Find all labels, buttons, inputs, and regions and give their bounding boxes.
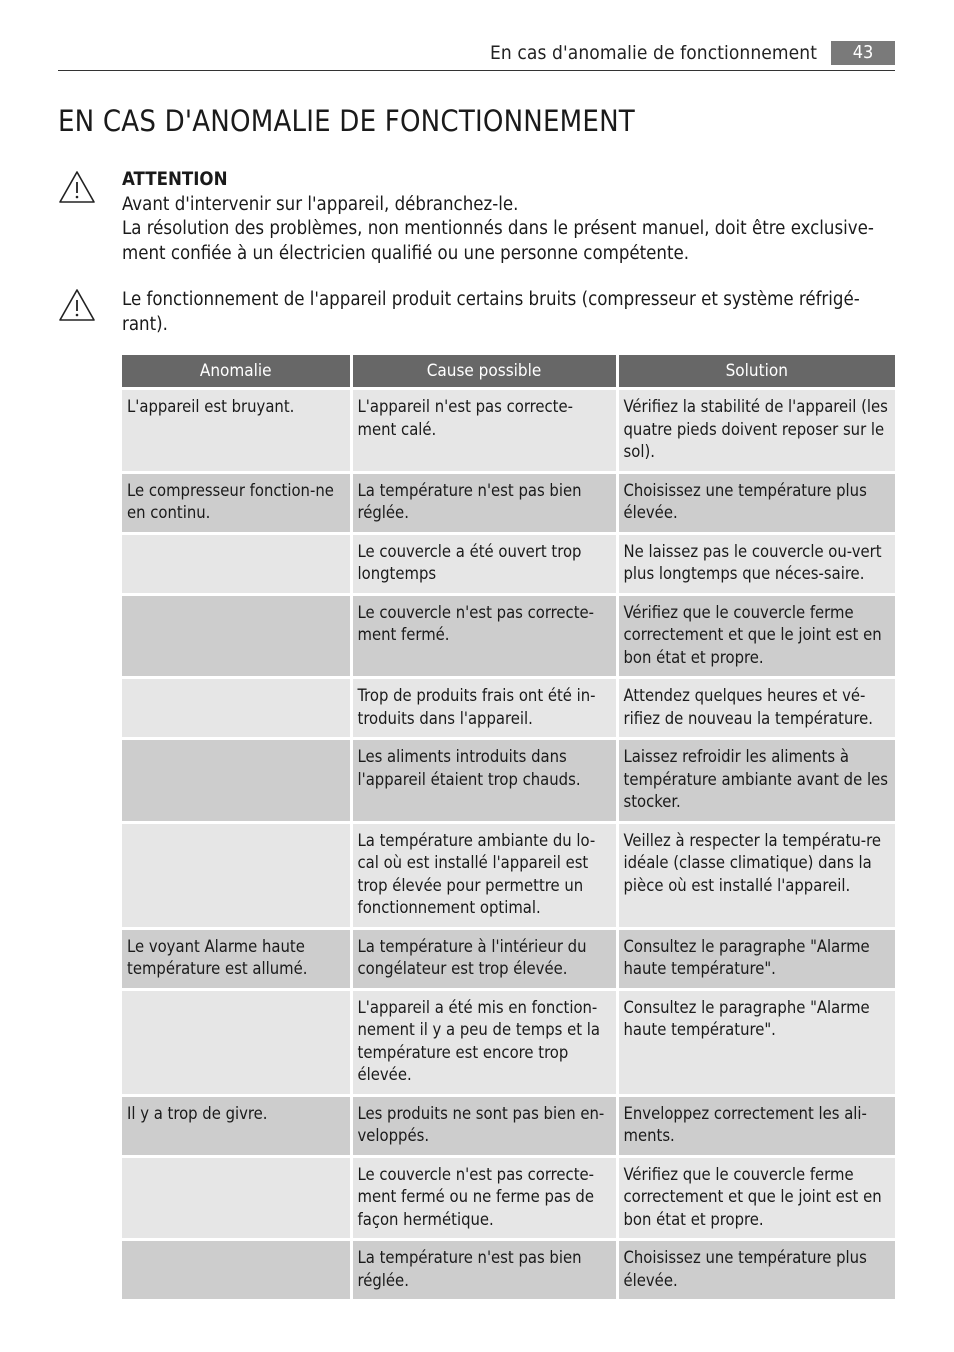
table-row bbox=[122, 989, 895, 1095]
warning-line-2: La résolution des problèmes, non mentionnés dans le présent manuel, doit être exclusive-ment confiée à un électricien qualifié ou une personne compétente. bbox=[122, 218, 874, 264]
solution-cell: Ne laissez pas le couvercle ou-vert plus longtemps que néces-saire. bbox=[617, 533, 895, 594]
table-row bbox=[122, 1240, 895, 1300]
cause-cell: L'appareil a été mis en fonction-nement il y a peu de temps et la température est encore trop élevée. bbox=[351, 989, 617, 1095]
anomaly-cell: L'appareil est bruyant. bbox=[122, 389, 351, 473]
table-header-row bbox=[122, 355, 895, 389]
warning-noise-text: Le fonctionnement de l'appareil produit certains bruits (compresseur et système réfrigé-rant). bbox=[122, 289, 860, 335]
solution-cell: Consultez le paragraphe "Alarme haute température". bbox=[617, 928, 895, 989]
table-row bbox=[122, 594, 895, 678]
table-row bbox=[122, 1095, 895, 1156]
cause-cell: Le couvercle n'est pas correcte-ment fermé ou ne ferme pas de façon hermétique. bbox=[351, 1156, 617, 1240]
cause-cell: La température ambiante du lo-cal où est installé l'appareil est trop élevée pour permettre un fonctionnement optimal. bbox=[351, 822, 617, 928]
anomaly-cell bbox=[122, 533, 351, 594]
column-header-anomaly: Anomalie bbox=[122, 355, 351, 389]
page-header bbox=[58, 40, 895, 71]
table-row bbox=[122, 678, 895, 739]
column-header-solution: Solution bbox=[617, 355, 895, 389]
solution-cell: Enveloppez correctement les ali-ments. bbox=[617, 1095, 895, 1156]
cause-cell: Les aliments introduits dans l'appareil étaient trop chauds. bbox=[351, 739, 617, 823]
anomaly-cell: Le voyant Alarme haute température est allumé. bbox=[122, 928, 351, 989]
cause-cell: Les produits ne sont pas bien en-veloppés. bbox=[351, 1095, 617, 1156]
table-row bbox=[122, 1156, 895, 1240]
warning-attention bbox=[122, 168, 897, 266]
solution-cell: Choisissez une température plus élevée. bbox=[617, 472, 895, 533]
anomaly-cell bbox=[122, 822, 351, 928]
section-title: En cas d'anomalie de fonctionnement bbox=[490, 42, 817, 64]
anomaly-cell bbox=[122, 594, 351, 678]
table-row bbox=[122, 389, 895, 473]
cause-cell: La température n'est pas bien réglée. bbox=[351, 1240, 617, 1300]
page-title: EN CAS D'ANOMALIE DE FONCTIONNEMENT bbox=[58, 104, 635, 138]
anomaly-cell: Le compresseur fonction-ne en continu. bbox=[122, 472, 351, 533]
troubleshooting-table bbox=[122, 355, 895, 1299]
anomaly-cell bbox=[122, 739, 351, 823]
table-row bbox=[122, 472, 895, 533]
column-header-cause: Cause possible bbox=[351, 355, 617, 389]
table-row bbox=[122, 533, 895, 594]
solution-cell: Vérifiez la stabilité de l'appareil (les quatre pieds doivent reposer sur le sol). bbox=[617, 389, 895, 473]
table-row bbox=[122, 739, 895, 823]
cause-cell: La température à l'intérieur du congélateur est trop élevée. bbox=[351, 928, 617, 989]
cause-cell: Trop de produits frais ont été in-troduits dans l'appareil. bbox=[351, 678, 617, 739]
warning-icon bbox=[58, 288, 96, 322]
solution-cell: Vérifiez que le couvercle ferme correctement et que le joint est en bon état et propre. bbox=[617, 1156, 895, 1240]
solution-cell: Attendez quelques heures et vé-rifiez de nouveau la température. bbox=[617, 678, 895, 739]
solution-cell: Veillez à respecter la températu-re idéale (classe climatique) dans la pièce où est installé l'appareil. bbox=[617, 822, 895, 928]
anomaly-cell: Il y a trop de givre. bbox=[122, 1095, 351, 1156]
cause-cell: Le couvercle a été ouvert trop longtemps bbox=[351, 533, 617, 594]
solution-cell: Consultez le paragraphe "Alarme haute température". bbox=[617, 989, 895, 1095]
warning-icon bbox=[58, 170, 96, 204]
page-number: 43 bbox=[831, 41, 895, 65]
cause-cell: Le couvercle n'est pas correcte-ment fermé. bbox=[351, 594, 617, 678]
anomaly-cell bbox=[122, 1156, 351, 1240]
warning-line-1: Avant d'intervenir sur l'appareil, débranchez-le. bbox=[122, 193, 519, 215]
anomaly-cell bbox=[122, 678, 351, 739]
solution-cell: Vérifiez que le couvercle ferme correctement et que le joint est en bon état et propre. bbox=[617, 594, 895, 678]
warning-noise bbox=[122, 288, 897, 337]
anomaly-cell bbox=[122, 989, 351, 1095]
warning-label: ATTENTION bbox=[122, 169, 228, 190]
cause-cell: L'appareil n'est pas correcte-ment calé. bbox=[351, 389, 617, 473]
solution-cell: Choisissez une température plus élevée. bbox=[617, 1240, 895, 1300]
anomaly-cell bbox=[122, 1240, 351, 1300]
cause-cell: La température n'est pas bien réglée. bbox=[351, 472, 617, 533]
table-row bbox=[122, 822, 895, 928]
table-row bbox=[122, 928, 895, 989]
solution-cell: Laissez refroidir les aliments à température ambiante avant de les stocker. bbox=[617, 739, 895, 823]
